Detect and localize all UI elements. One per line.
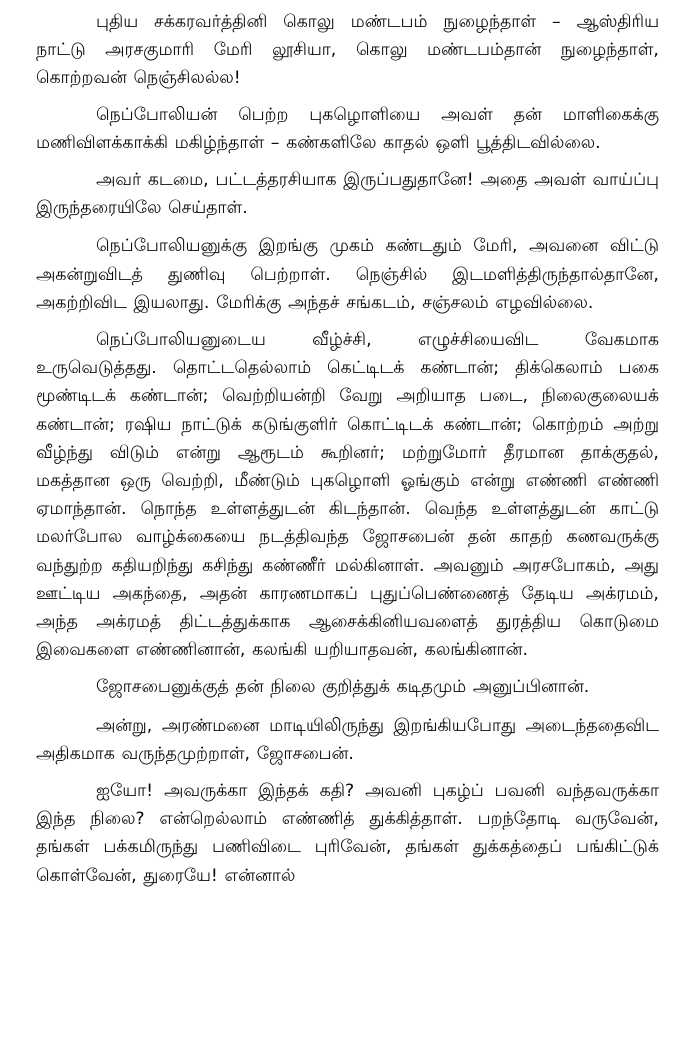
paragraph-4: நெப்போலியனுக்கு இறங்கு முகம் கண்டதும் மேரி, அவனை விட்டு அகன்றுவிடத் துணிவு பெற்றாள். நெஞ்சில் இடமளித்திருந்தால்தானே, அகற்றிவிட இயலாது. மேரிக்கு அந்தச் சங்கடம், சஞ்சலம் எழவில்லை. bbox=[36, 236, 659, 313]
paragraph-2: நெப்போலியன் பெற்ற புகழொளியை அவள் தன் மாளிகைக்கு மணிவிளக்காக்கி மகிழ்ந்தாள் – கண்களிலே காதல் ஒளி பூத்திடவில்லை. bbox=[36, 104, 659, 153]
paragraph-7: அன்று, அரண்மனை மாடியிலிருந்து இறங்கியபோது அடைந்ததைவிட அதிகமாக வருந்தமுற்றாள், ஜோசபைன். bbox=[36, 715, 659, 764]
paragraph-8: ஐயோ! அவருக்கா இந்தக் கதி? அவனி புகழ்ப் பவனி வந்தவருக்கா இந்த நிலை? என்றெல்லாம் எண்ணித் துக்கித்தாள். பறந்தோடி வருவேன், தங்கள் பக்கமிருந்து பணிவிடை புரிவேன், தங்கள் துக்கத்தைப் பங்கிட்டுக் கொள்வேன், துரையே! என்னால் bbox=[36, 781, 659, 886]
paragraph-5: நெப்போலியனுடைய வீழ்ச்சி, எழுச்சியைவிட வேகமாக உருவெடுத்தது. தொட்டதெல்லாம் கெட்டிடக் கண்டான்; திக்கெலாம் பகை மூண்டிடக் கண்டான்; வெற்றியன்றி வேறு அறியாத படை, நிலைகுலையக் கண்டான்; ரஷிய நாட்டுக் கடுங்குளிர் கொட்டிடக் கண்டான்; கொற்றம் அற்று வீழ்ந்து விடும் என்று ஆரூடம் கூறினர்; மற்றுமோர் தீரமான தாக்குதல், மகத்தான ஒரு வெற்றி, மீண்டும் புகழொளி ஓங்கும் என்று எண்ணி எண்ணி ஏமாந்தான். நொந்த உள்ளத்துடன் கிடந்தான். வெந்த உள்ளத்துடன் காட்டு மலர்போல வாழ்க்கையை நடத்திவந்த ஜோசபைன் தன் காதற் கணவருக்கு வந்துற்ற கதியறிந்து கசிந்து கண்ணீர் மல்கினாள். அவனும் அரசபோகம், அது ஊட்டிய அகந்தை, அதன் காரணமாகப் புதுப்பெண்ணைத் தேடிய அக்ரமம், அந்த அக்ரமத் திட்டத்துக்காக ஆசைக்கினியவளைத் துரத்திய கொடுமை இவைகளை எண்ணினான், கலங்கி யறியாதவன், கலங்கினான். bbox=[36, 330, 659, 661]
paragraph-1: புதிய சக்கரவர்த்தினி கொலு மண்டபம் நுழைந்தாள் – ஆஸ்திரிய நாட்டு அரசகுமாரி மேரி லூசியா, கொலு மண்டபம்தான் நுழைந்தாள், கொற்றவன் நெஞ்சிலல்ல! bbox=[36, 12, 659, 89]
paragraph-6: ஜோசபைனுக்குத் தன் நிலை குறித்துக் கடிதமும் அனுப்பினான். bbox=[96, 677, 590, 698]
paragraph-3: அவர் கடமை, பட்டத்தரசியாக இருப்பதுதானே! அதை அவள் வாய்ப்பு இருந்தரையிலே செய்தாள். bbox=[36, 170, 659, 219]
